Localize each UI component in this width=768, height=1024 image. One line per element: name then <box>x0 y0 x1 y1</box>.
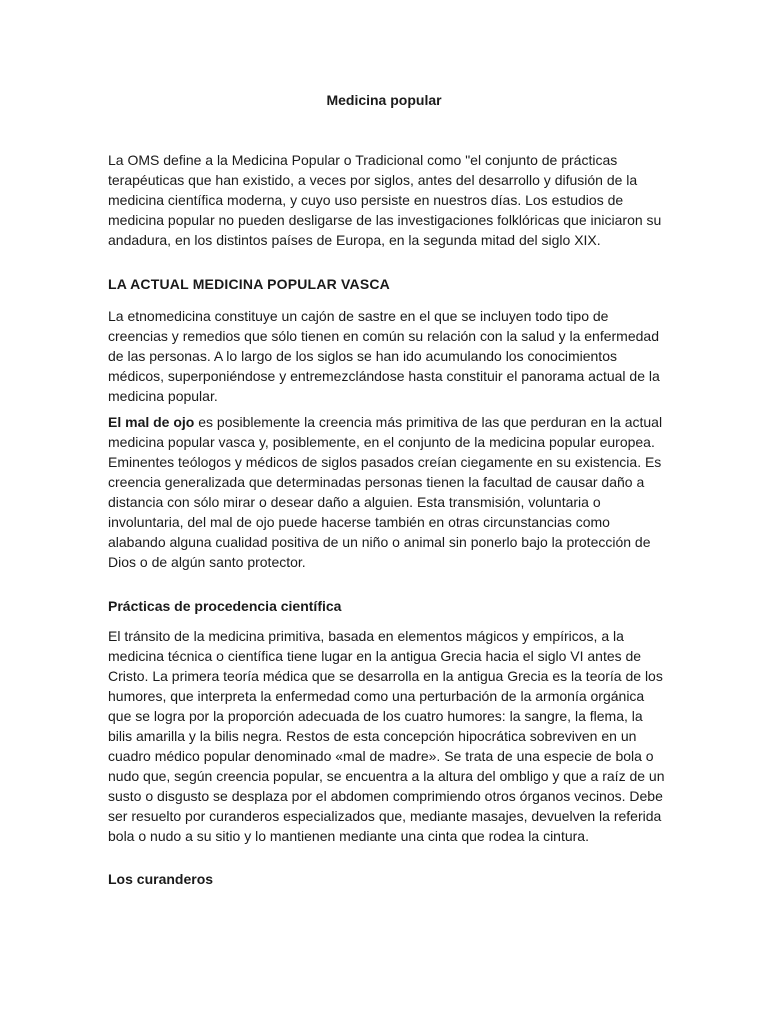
intro-paragraph: La OMS define a la Medicina Popular o Tradicional como "el conjunto de prácticas terapéuticas que han existido, a veces por siglos, antes del desarrollo y difusión de la medicina científica moderna, y cuyo uso persiste en nuestros días. Los estudios de medicina popular no pueden desligarse de las investigaciones folklóricas que iniciaron su andadura, en los distintos países de Europa, en la segunda mitad del siglo XIX. <box>108 152 662 248</box>
section-heading-medicina-vasca: LA ACTUAL MEDICINA POPULAR VASCA <box>108 276 390 292</box>
mal-de-ojo-term: El mal de ojo <box>108 414 195 430</box>
mal-de-ojo-paragraph <box>108 412 668 572</box>
section-heading-practicas: Prácticas de procedencia científica <box>108 598 342 614</box>
document-title: Medicina popular <box>326 92 442 108</box>
mal-de-ojo-text: es posiblemente la creencia más primitiva de las que perduran en la actual medicina popular vasca y, posiblemente, en el conjunto de la medicina popular europea. Eminentes teólogos y médicos de siglos pasados creían ciegamente en su existencia. Es creencia generalizada que determinadas personas tienen la facultad de causar daño a distancia con sólo mirar o desear daño a alguien. Esta transmisión, voluntaria o involuntaria, del mal de ojo puede hacerse también en otras circunstancias como alabando alguna cualidad positiva de un niño o animal sin ponerlo bajo la protección de Dios o de algún santo protector. <box>108 414 663 570</box>
section-heading-curanderos: Los curanderos <box>108 871 214 887</box>
etnomedicina-paragraph: La etnomedicina constituye un cajón de sastre en el que se incluyen todo tipo de creencias y remedios que sólo tienen en común su relación con la salud y la enfermedad de las personas. A lo largo de los siglos se han ido acumulando los conocimientos médicos, superponiéndose y entremezclándose hasta constituir el panorama actual de la medicina popular. <box>108 308 660 404</box>
practicas-paragraph: El tránsito de la medicina primitiva, basada en elementos mágicos y empíricos, a la medicina técnica o científica tiene lugar en la antigua Grecia hacia el siglo VI antes de Cristo. La primera teoría médica que se desarrolla en la antigua Grecia es la teoría de los humores, que interpreta la enfermedad como una perturbación de la armonía orgánica que se logra por la proporción adecuada de los cuatro humores: la sangre, la flema, la bilis amarilla y la bilis negra. Restos de esta concepción hipocrática sobreviven en un cuadro médico popular denominado «mal de madre». Se trata de una especie de bola o nudo que, según creencia popular, se encuentra a la altura del ombligo y que a raíz de un susto o disgusto se desplaza por el abdomen comprimiendo otros órganos vecinos. Debe ser resuelto por curanderos especializados que, mediante masajes, devuelven la referida bola o nudo a su sitio y lo mantienen mediante una cinta que rodea la cintura. <box>108 628 665 844</box>
